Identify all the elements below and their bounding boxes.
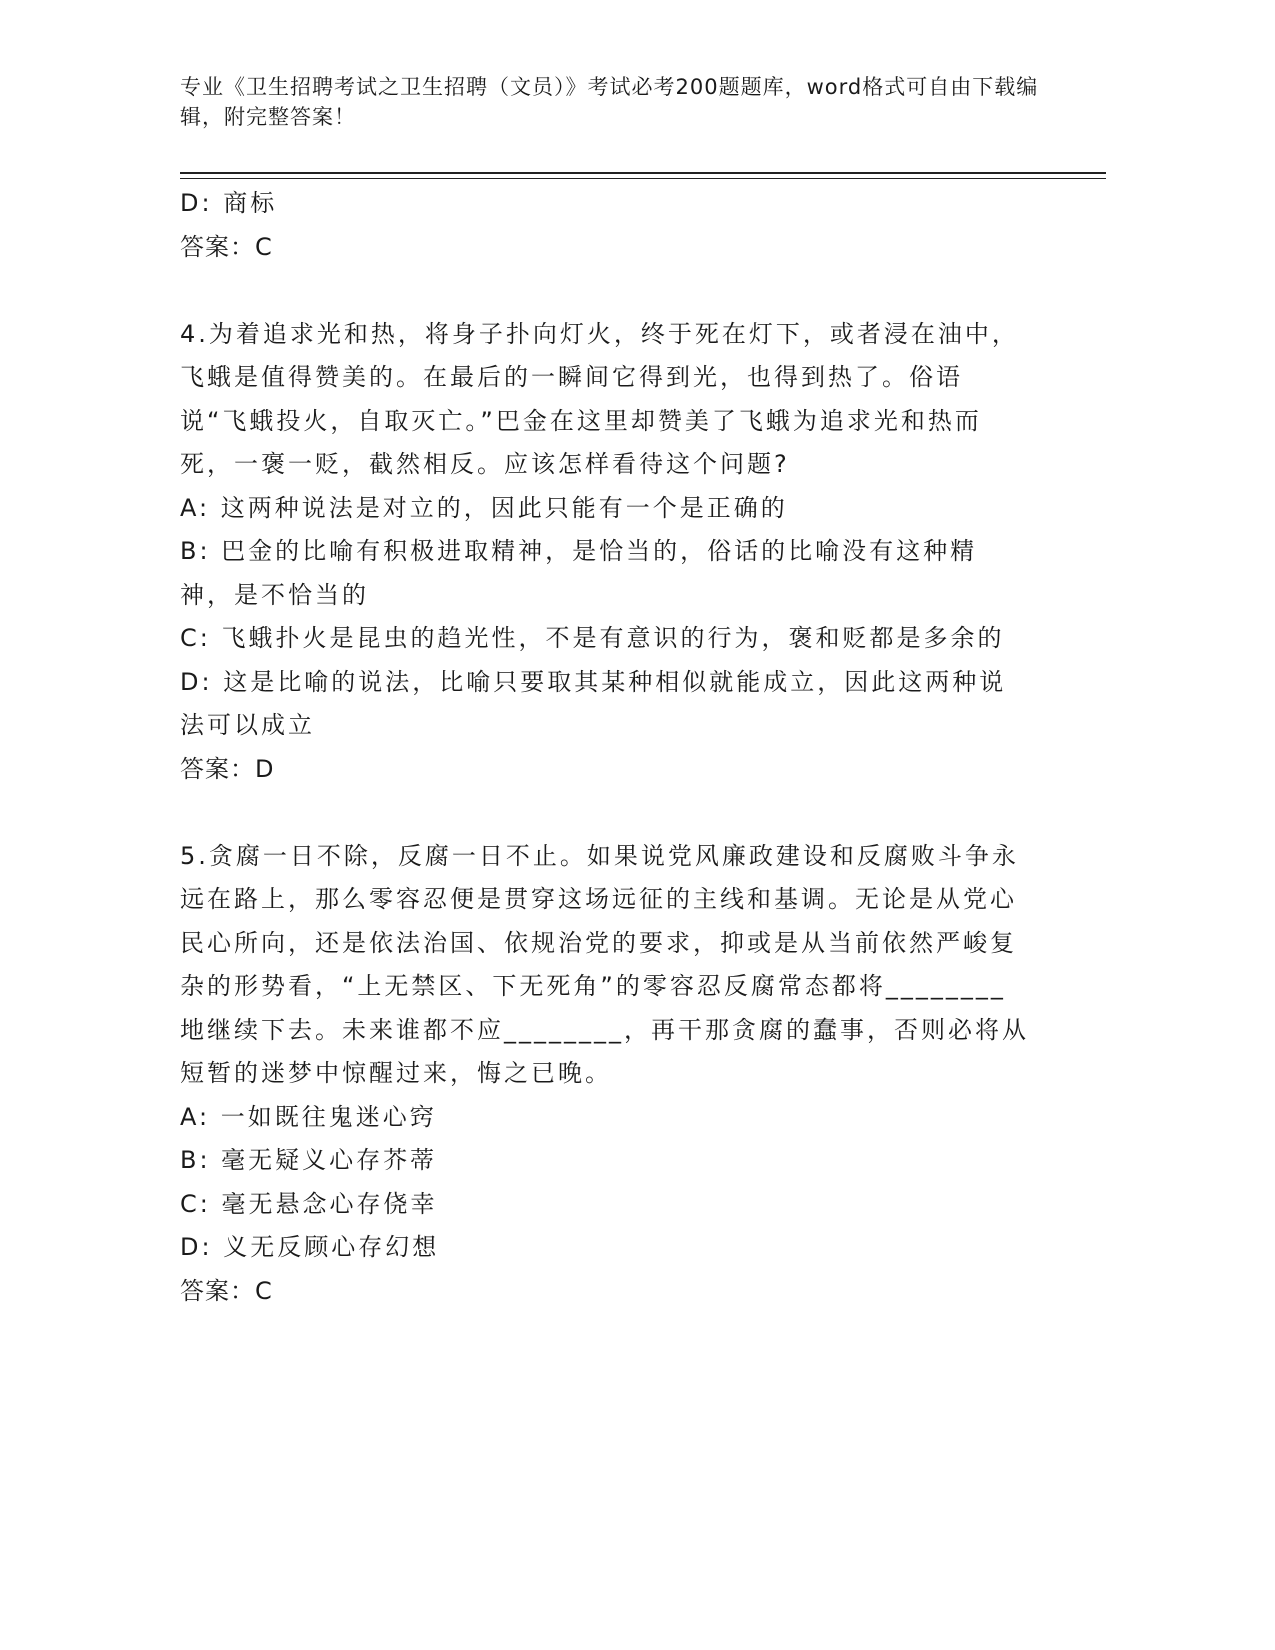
header-rule-thick	[180, 172, 1106, 174]
question-4-stem: 4.为着追求光和热，将身子扑向灯火，终于死在灯下，或者浸在油中，飞蛾是值得赞美的。在最后的一瞬间它得到光，也得到热了。俗语说“飞蛾投火，自取灭亡。”巴金在这里却赞美了飞蛾为追求光和热而死，一褒一贬，截然相反。应该怎样看待这个问题?	[180, 319, 1019, 478]
spacer	[180, 791, 1030, 835]
question-5-option-b: B: 毫无疑义心存芥蒂	[180, 1146, 438, 1174]
document-body	[180, 182, 1030, 1313]
header-rule-thin	[180, 178, 1106, 179]
question-4-option-a: A: 这两种说法是对立的，因此只能有一个是正确的	[180, 493, 788, 522]
prev-option-d: D: 商标	[180, 189, 278, 217]
prev-answer: 答案：C	[180, 232, 273, 261]
question-5-option-d: D: 义无反顾心存幻想	[180, 1233, 440, 1261]
question-4-option-c: C: 飞蛾扑火是昆虫的趋光性，不是有意识的行为，褒和贬都是多余的	[180, 624, 1005, 652]
question-5-stem: 5.贪腐一日不除，反腐一日不止。如果说党风廉政建设和反腐败斗争永远在路上，那么零容忍便是贯穿这场远征的主线和基调。无论是从党心民心所向，还是依法治国、依规治党的要求，抑或是从当前依然严峻复杂的形势看，“上无禁区、下无死角”的零容忍反腐常态都将________地继续下去。未来谁都不应________，再干那贪腐的蠢事，否则必将从短暂的迷梦中惊醒过来，悔之已晚。	[180, 841, 1029, 1087]
question-4-option-b: B: 巴金的比喻有积极进取精神，是恰当的，俗话的比喻没有这种精神，是不恰当的	[180, 537, 978, 609]
question-5-option-c: C: 毫无悬念心存侥幸	[180, 1189, 438, 1218]
spacer	[180, 269, 1030, 313]
question-4-answer: 答案：D	[180, 754, 275, 783]
question-5-option-a: A: 一如既往鬼迷心窍	[180, 1102, 437, 1131]
question-5-answer: 答案：C	[180, 1276, 273, 1305]
document-header: 专业《卫生招聘考试之卫生招聘（文员）》考试必考200题题库，word格式可自由下载编辑，附完整答案！	[180, 75, 1039, 129]
question-4-option-d: D: 这是比喻的说法，比喻只要取其某种相似就能成立，因此这两种说法可以成立	[180, 667, 1007, 739]
